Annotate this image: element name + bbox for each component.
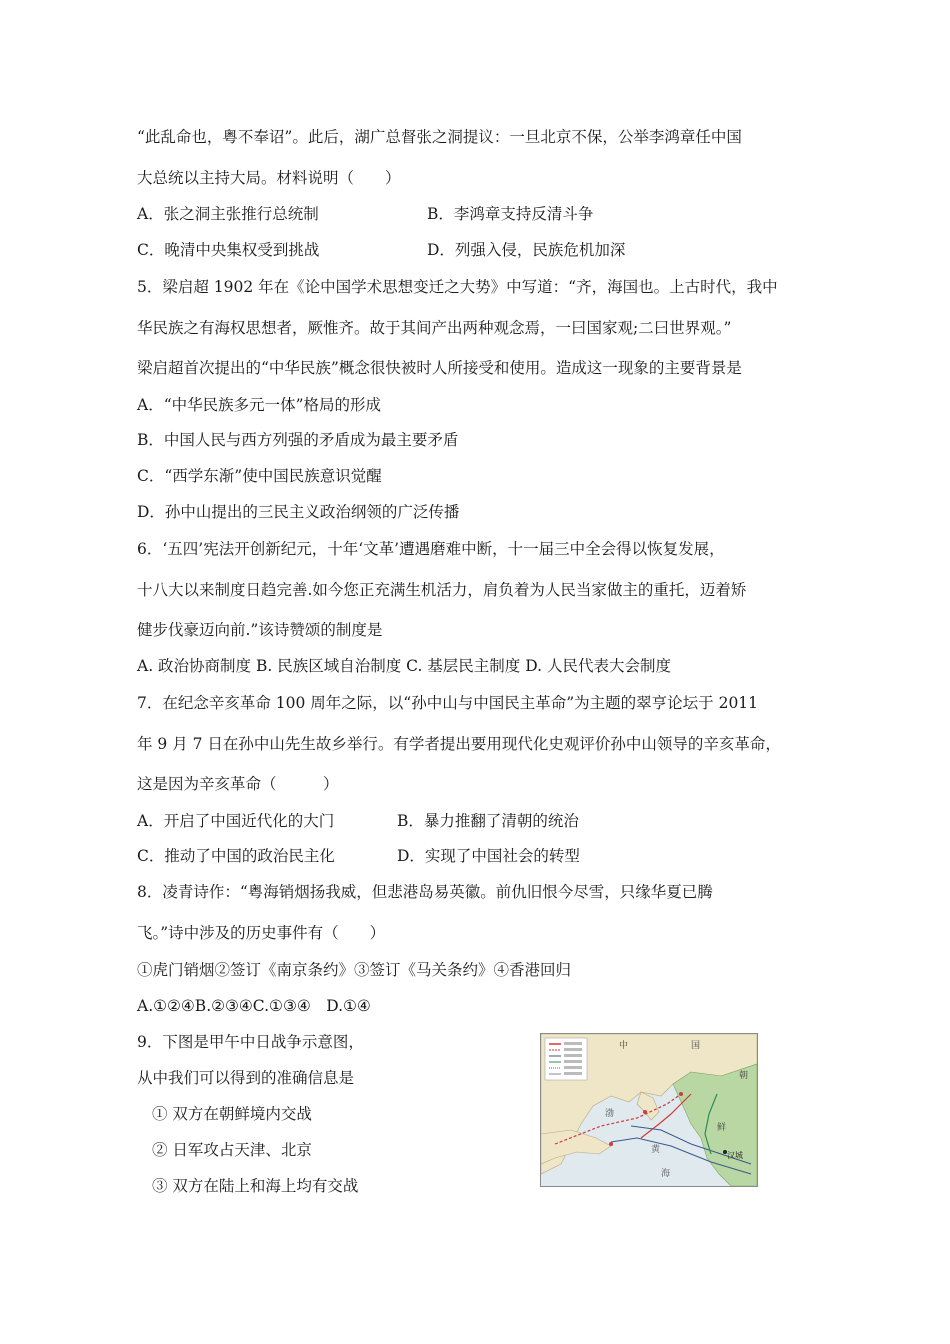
- map-label-chao: 朝: [739, 1071, 749, 1081]
- q7-option-c: C．推动了中国的政治民主化: [137, 847, 335, 865]
- q8-line-2: 飞。”诗中涉及的历史事件有（ ）: [137, 924, 386, 942]
- q5-line-3: 梁启超首次提出的“中华民族”概念很快被时人所接受和使用。造成这一现象的主要背景是: [137, 359, 742, 377]
- q7-option-a: A．开启了中国近代化的大门: [137, 812, 335, 830]
- q6-line-3: 健步伐豪迈向前.”该诗赞颂的制度是: [137, 621, 383, 639]
- q6-line-1: 6．‘五四’宪法开创新纪元，十年‘文革’遭遇磨难中断，十一届三中全会得以恢复发展，: [137, 540, 725, 558]
- q5-option-a: A．“中华民族多元一体”格局的形成: [137, 396, 382, 414]
- legend-text-bar: [564, 1060, 582, 1063]
- map-label-huang: 黄: [651, 1145, 661, 1155]
- map-label-bohai: 渤: [605, 1109, 615, 1119]
- q8-items: ①虎门销烟②签订《南京条约》③签订《马关条约》④香港回归: [137, 961, 572, 979]
- q9-line-1: 9．下图是甲午中日战争示意图，: [137, 1033, 364, 1051]
- q9-item-2: ② 日军攻占天津、北京: [152, 1141, 312, 1159]
- q7-line-3: 这是因为辛亥革命（ ）: [137, 775, 339, 793]
- intro-line-2: 大总统以主持大局。材料说明（ ）: [137, 169, 401, 187]
- war-map-svg: [541, 1034, 757, 1186]
- q7-line-1: 7．在纪念辛亥革命 100 周年之际，以“孙中山与中国民主革命”为主题的翠亨论坛于 2011: [137, 694, 759, 712]
- map-label-hai: 海: [661, 1169, 671, 1179]
- q7-option-b: B．暴力推翻了清朝的统治: [397, 812, 579, 830]
- q7-line-2: 年 9 月 7 日在孙中山先生故乡举行。有学者提出要用现代化史观评价孙中山领导的辛亥革命，: [137, 735, 781, 753]
- q4-option-b: B．李鸿章支持反清斗争: [427, 205, 594, 223]
- intro-line-1: “此乱命也，粤不奉诏”。此后，湖广总督张之洞提议：一旦北京不保，公举李鸿章任中国: [137, 128, 742, 146]
- q4-option-a: A．张之洞主张推行总统制: [137, 205, 319, 223]
- q5-option-d: D．孙中山提出的三民主义政治纲领的广泛传播: [137, 503, 460, 521]
- q4-option-d: D．列强入侵，民族危机加深: [427, 241, 626, 259]
- map-marker: [643, 1110, 647, 1114]
- map-marker: [609, 1142, 613, 1146]
- q5-option-c: C．“西学东渐”使中国民族意识觉醒: [137, 467, 382, 485]
- legend-text-bar: [564, 1066, 582, 1069]
- map-marker: [723, 1150, 727, 1154]
- war-map-image: [540, 1033, 758, 1187]
- q8-line-1: 8．凌青诗作：“粤海销烟扬我威，但悲港岛易英徽。前仇旧恨今尽雪，只缘华夏已腾: [137, 883, 713, 901]
- q9-line-2: 从中我们可以得到的准确信息是: [137, 1069, 355, 1087]
- q9-item-1: ① 双方在朝鲜境内交战: [152, 1105, 312, 1123]
- q5-line-2: 华民族之有海权思想者，厥惟齐。故于其间产出两种观念焉，一曰国家观;二曰世界观。”: [137, 319, 732, 337]
- q5-option-b: B．中国人民与西方列强的矛盾成为最主要矛盾: [137, 431, 459, 449]
- legend-text-bar: [564, 1042, 582, 1045]
- legend-text-bar: [564, 1048, 582, 1051]
- q6-options: A. 政治协商制度 B. 民族区域自治制度 C. 基层民主制度 D. 人民代表大会制度: [137, 657, 671, 675]
- q4-option-c: C．晚清中央集权受到挑战: [137, 241, 320, 259]
- q5-line-1: 5．梁启超 1902 年在《论中国学术思想变迁之大势》中写道：“齐，海国也。上古时代，我中: [137, 278, 778, 296]
- q7-option-d: D．实现了中国社会的转型: [397, 847, 580, 865]
- map-label-hancheng: 汉城: [727, 1151, 743, 1160]
- map-marker: [679, 1092, 683, 1096]
- legend-text-bar: [564, 1072, 582, 1075]
- map-label-zhong: 中: [619, 1041, 629, 1051]
- map-label-xian: 鲜: [717, 1123, 727, 1133]
- q9-item-3: ③ 双方在陆上和海上均有交战: [152, 1177, 359, 1195]
- q8-options: A.①②④B.②③④C.①③④ D.①④: [137, 997, 371, 1015]
- q6-line-2: 十八大以来制度日趋完善.如今您正充满生机活力，肩负着为人民当家做主的重托，迈着矫: [137, 581, 747, 599]
- map-label-guo: 国: [691, 1041, 701, 1051]
- legend-text-bar: [564, 1054, 582, 1057]
